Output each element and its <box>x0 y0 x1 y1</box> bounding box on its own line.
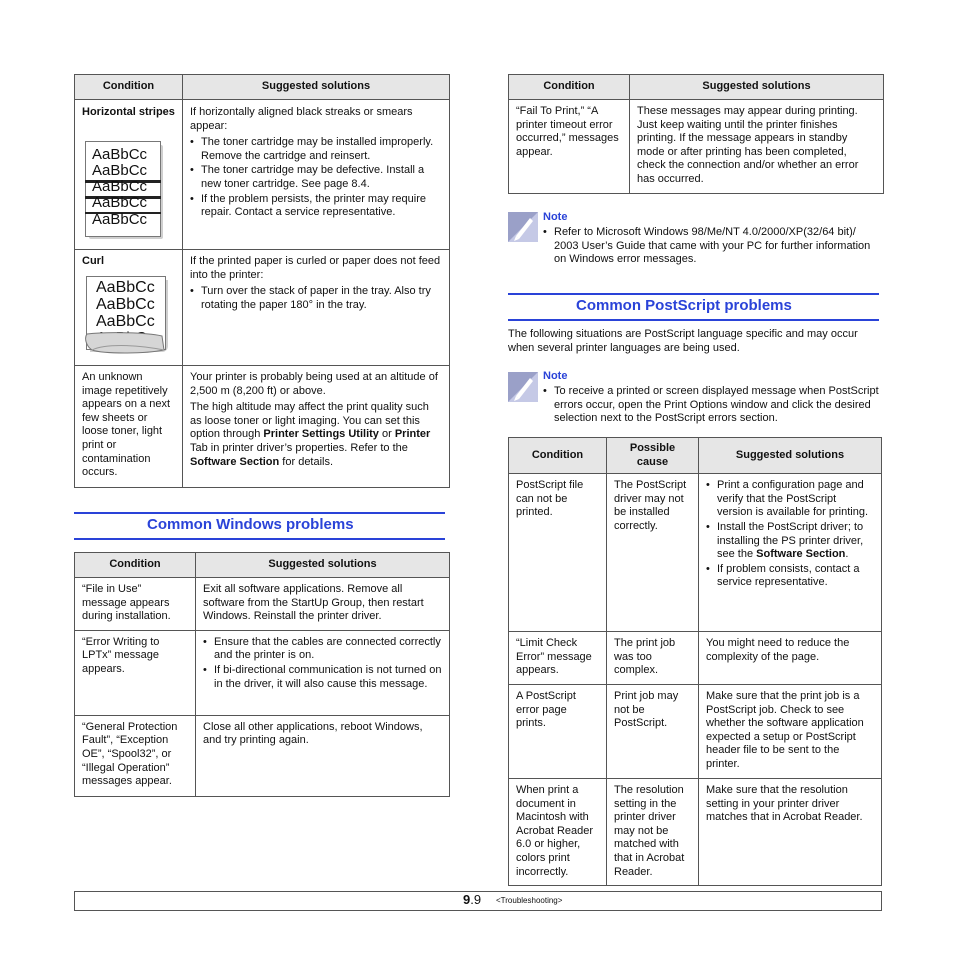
note-body <box>543 385 883 427</box>
table-row <box>509 684 882 778</box>
sample-text: AaBbCc <box>96 313 155 330</box>
solution-cell: Close all other applications, reboot Windows, and try printing again. <box>196 715 450 796</box>
solution-cell <box>196 630 450 715</box>
solution-cell: Exit all software applications. Remove all software from the StartUp Group, then restart Windows. Reinstall the printer driver. <box>196 578 450 631</box>
column-header-solutions: Suggested solutions <box>630 75 884 100</box>
solution-cell <box>699 474 882 632</box>
sample-text: AaBbCc <box>92 178 148 195</box>
error-messages-table <box>508 74 884 194</box>
solution-list <box>190 285 442 312</box>
solution-paragraph: Your printer is probably being used at an altitude of 2,500 m (8,200 ft) or above. <box>190 371 438 397</box>
column-header-condition: Condition <box>509 75 630 100</box>
sample-text: AaBbCc <box>96 296 155 313</box>
condition-label: Horizontal stripes <box>82 106 175 118</box>
solution-paragraph: The high altitude may affect the print quality such as loose toner or light imaging. You can set this option through Printer Settings Utility or Printer Tab in printer driver’s properties. Refer to the Software Section for details. <box>190 401 431 468</box>
table-row <box>75 366 450 488</box>
sample-text: AaBbCc <box>92 146 148 163</box>
list-item: • To receive a printed or screen displayed message when PostScript errors occur, open the Print Options window and click the desired selection next to the PostScript errors section. <box>554 385 883 426</box>
note-title: Note <box>543 370 568 382</box>
condition-cell: “File in Use” message appears during installation. <box>75 578 196 631</box>
table-row <box>75 630 450 715</box>
cause-cell: The PostScript driver may not be installed correctly. <box>607 474 699 632</box>
solution-intro: If the printed paper is curled or paper does not feed into the printer: <box>190 255 441 281</box>
sample-text: AaBbCc <box>92 162 148 179</box>
postscript-section-title: Common PostScript problems <box>508 293 879 321</box>
list-item: • Refer to Microsoft Windows 98/Me/NT 4.0/2000/XP(32/64 bit)/ 2003 User’s Guide that came with your PC for further information on Windows error messages. <box>554 226 883 267</box>
condition-cell: A PostScript error page prints. <box>509 684 607 778</box>
list-item: • Ensure that the cables are connected correctly and the printer is on. <box>214 636 442 663</box>
cause-cell: The resolution setting in the printer driver may not be matched with that in Acrobat Reader. <box>607 778 699 885</box>
table-row <box>75 578 450 631</box>
column-header-condition: Condition <box>509 438 607 474</box>
solution-cell <box>183 366 450 488</box>
solution-cell <box>183 250 450 366</box>
windows-problems-table <box>74 552 450 797</box>
solution-cell: Make sure that the print job is a PostScript job. Check to see whether the software application expected a setup or PostScript header file to be sent to the printer. <box>699 684 882 778</box>
chapter-label: <Troubleshooting> <box>496 896 563 905</box>
sample-text: AaBbCc <box>92 194 148 211</box>
windows-section-title: Common Windows problems <box>74 512 445 540</box>
curl-sample-image <box>84 276 168 356</box>
postscript-intro: The following situations are PostScript language specific and may occur when several printer languages are being used. <box>508 328 858 354</box>
list-item: • Print a configuration page and verify that the PostScript version is available for printing. <box>717 479 874 520</box>
list-item: • The toner cartridge may be installed improperly. Remove the cartridge and reinsert. <box>201 136 442 163</box>
table-row <box>509 778 882 885</box>
condition-cell: “Fail To Print,” “A printer timeout error occurred,” messages appear. <box>509 100 630 194</box>
page-footer <box>74 891 882 911</box>
condition-cell: “General Protection Fault”, “Exception OE”, “Spool32”, or “Illegal Operation” messages appear. <box>75 715 196 796</box>
list-item: • If problem consists, contact a service representative. <box>717 563 874 590</box>
solution-list <box>203 636 442 691</box>
table-row <box>509 632 882 685</box>
note-icon <box>508 212 538 242</box>
page-number: 9.9 <box>463 892 482 907</box>
solution-list <box>706 479 874 590</box>
table-row <box>509 100 884 194</box>
column-header-solutions: Suggested solutions <box>183 75 450 100</box>
condition-label: Curl <box>82 255 104 267</box>
solution-cell: You might need to reduce the complexity of the page. <box>699 632 882 685</box>
solution-cell <box>183 100 450 250</box>
note-body <box>543 226 883 268</box>
column-header-cause: Possible cause <box>607 438 699 474</box>
condition-cell: PostScript file can not be printed. <box>509 474 607 632</box>
solution-cell: Make sure that the resolution setting in your printer driver matches that in Acrobat Reader. <box>699 778 882 885</box>
list-item: • Install the PostScript driver; to installing the PS printer driver, see the Software Section. <box>717 521 874 562</box>
table-row <box>75 715 450 796</box>
column-header-solutions: Suggested solutions <box>196 553 450 578</box>
curled-edge-icon <box>84 330 168 356</box>
condition-cell: An unknown image repetitively appears on a next few sheets or loose toner, light print or contamination occurs. <box>75 366 183 488</box>
condition-cell: “Error Writing to LPTx” message appears. <box>75 630 196 715</box>
table-row <box>509 474 882 632</box>
sample-text: AaBbCc <box>92 211 148 228</box>
horizontal-stripes-sample-image <box>85 141 163 239</box>
postscript-problems-table <box>508 437 882 886</box>
column-header-solutions: Suggested solutions <box>699 438 882 474</box>
list-item: • If bi-directional communication is not turned on in the driver, it will also cause this message. <box>214 664 442 691</box>
note-title: Note <box>543 211 568 223</box>
list-item: • The toner cartridge may be defective. Install a new toner cartridge. See page 8.4. <box>201 164 442 191</box>
list-item: • If the problem persists, the printer may require repair. Contact a service representative. <box>201 193 442 220</box>
cause-cell: The print job was too complex. <box>607 632 699 685</box>
solution-list <box>190 136 442 220</box>
solution-cell: These messages may appear during printing. Just keep waiting until the printer finishes printing. If the message appears in standby mode or after printing has been completed, check the connection and/or whether an error has occurred. <box>630 100 884 194</box>
sample-text: AaBbCc <box>96 279 155 296</box>
note-icon <box>508 372 538 402</box>
column-header-condition: Condition <box>75 553 196 578</box>
condition-cell: When print a document in Macintosh with Acrobat Reader 6.0 or higher, colors print incorrectly. <box>509 778 607 885</box>
condition-cell: “Limit Check Error” message appears. <box>509 632 607 685</box>
cause-cell: Print job may not be PostScript. <box>607 684 699 778</box>
solution-intro: If horizontally aligned black streaks or smears appear: <box>190 106 413 132</box>
list-item: • Turn over the stack of paper in the tray. Also try rotating the paper 180° in the tray. <box>201 285 442 312</box>
column-header-condition: Condition <box>75 75 183 100</box>
